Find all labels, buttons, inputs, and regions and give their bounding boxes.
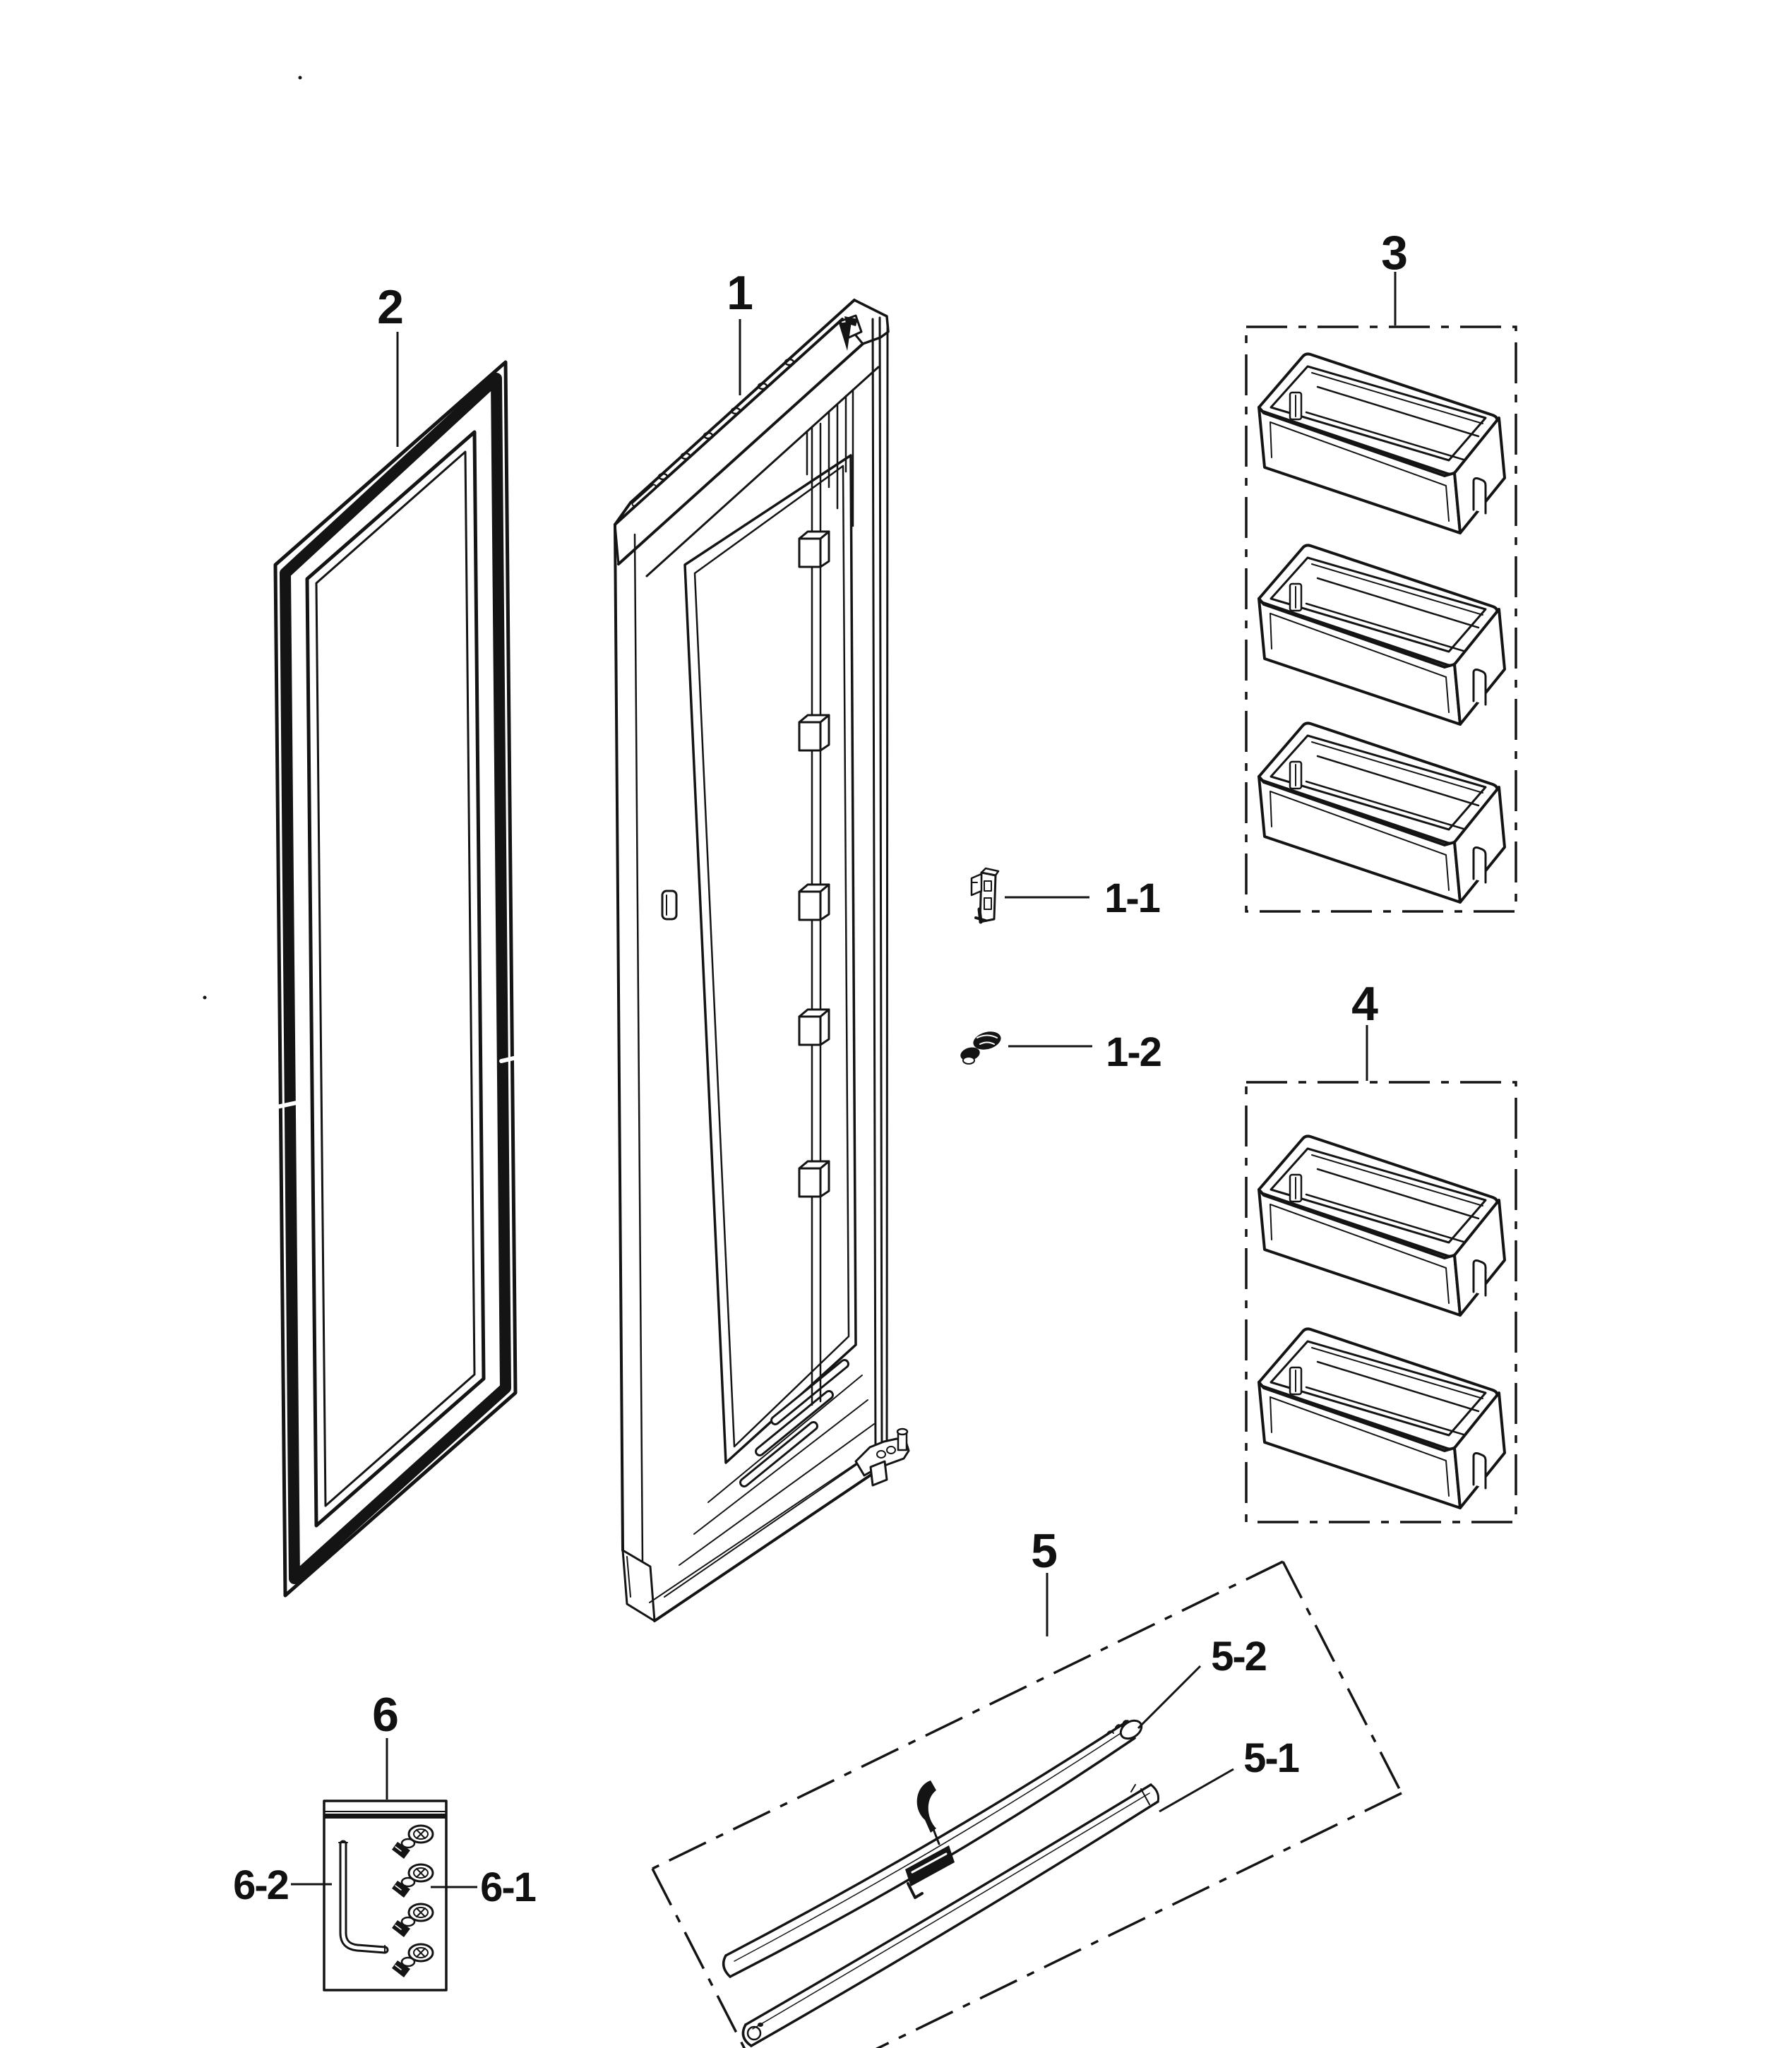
door-bottom-edge — [655, 1467, 883, 1621]
handle-rail-lower — [743, 1785, 1158, 2046]
door-foot-line — [627, 1557, 631, 1597]
tab-icon — [799, 532, 829, 567]
door-bin-4 — [1259, 1136, 1505, 1315]
group-box-3-door-bins — [1246, 327, 1516, 911]
handle-mount-bracket — [905, 1780, 955, 1898]
hardware-box-band — [324, 1814, 446, 1819]
group-box-5-border — [652, 1562, 1402, 2048]
refrigerator-door — [615, 300, 909, 1621]
part-1-1-latch — [972, 868, 998, 922]
print-speck — [299, 76, 302, 80]
callout-1-2-label: 1-2 — [1106, 1029, 1161, 1075]
callout-1-1-label: 1-1 — [1104, 875, 1159, 921]
leader-5-2 — [1138, 1666, 1200, 1728]
door-left-edge — [615, 525, 623, 1550]
print-speck — [203, 996, 207, 1000]
door-bin-5 — [1259, 1329, 1505, 1508]
callout-3-label: 3 — [1381, 226, 1408, 280]
door-liner-window — [685, 455, 856, 1463]
door-gasket — [275, 362, 520, 1595]
handle-tip-5-1 — [1151, 1785, 1159, 1802]
door-bin-1 — [1259, 354, 1505, 533]
callout-6-1-label: 6-1 — [480, 1864, 535, 1910]
door-left-crease — [635, 534, 643, 1562]
door-bin-3 — [1259, 723, 1505, 902]
group-6-hardware-kit — [324, 1801, 446, 1990]
callout-5-2-label: 5-2 — [1211, 1634, 1266, 1679]
callout-5-1-label: 5-1 — [1243, 1735, 1298, 1781]
callout-4-label: 4 — [1351, 977, 1378, 1031]
part-1-2-grommet — [959, 1029, 1003, 1064]
group-5-handle-assembly — [652, 1562, 1402, 2048]
bin-support-tabs — [799, 532, 829, 1197]
callout-5-label: 5 — [1031, 1524, 1058, 1578]
gasket-inner-frame — [307, 432, 484, 1526]
callout-6-label: 6 — [372, 1688, 399, 1742]
gasket-seal-band — [285, 378, 506, 1579]
door-bin-2 — [1259, 545, 1505, 724]
door-latch-slot — [662, 891, 676, 919]
handle-end-cap-5-2 — [1118, 1717, 1145, 1742]
callout-6-2-label: 6-2 — [233, 1862, 288, 1908]
door-sill-ribs — [664, 1375, 880, 1597]
callout-1-label: 1 — [727, 266, 753, 320]
callout-2-label: 2 — [377, 280, 404, 334]
door-right-edge — [873, 318, 888, 1461]
leader-5-1 — [1159, 1769, 1234, 1812]
gasket-innermost-line — [316, 452, 474, 1506]
group-box-4-door-bins — [1246, 1082, 1516, 1522]
